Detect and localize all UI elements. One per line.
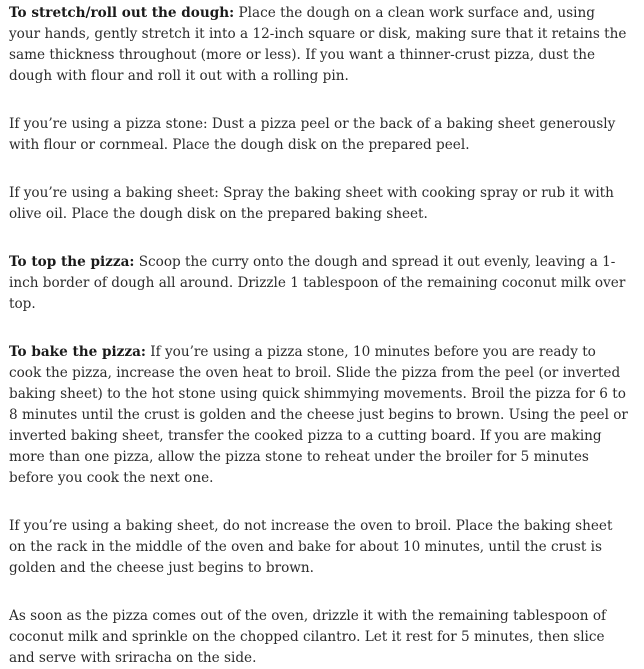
step-text: Place the dough on a clean work surface and, using your hands, gently stretch it into a 12-inch square or disk, making sure that it retains the same thickness throughout (more or less). If you want a thinner-crust pizza, dust the dough with flour and roll it out with a rolling pin. <box>9 5 627 84</box>
step-finish-serve <box>9 606 630 669</box>
step-baking-sheet-prep <box>9 183 630 225</box>
step-text: Scoop the curry onto the dough and spread it out evenly, leaving a 1-inch border of dough all around. Drizzle 1 tablespoon of the remaining coconut milk over top. <box>9 254 626 312</box>
step-top-pizza <box>9 252 630 315</box>
step-text: As soon as the pizza comes out of the oven, drizzle it with the remaining tablespoon of coconut milk and sprinkle on the chopped cilantro. Let it rest for 5 minutes, then slice and serve with sriracha on the side. <box>9 608 607 666</box>
step-text: If you’re using a baking sheet, do not increase the oven to broil. Place the baking sheet on the rack in the middle of the oven and bake for about 10 minutes, until the crust is golden and the cheese just begins to brown. <box>9 518 613 576</box>
step-heading: To bake the pizza: <box>9 344 146 360</box>
step-stretch-dough <box>9 3 630 87</box>
step-baking-sheet-bake <box>9 516 630 579</box>
step-text: If you’re using a baking sheet: Spray the baking sheet with cooking spray or rub it with olive oil. Place the dough disk on the prepared baking sheet. <box>9 185 614 222</box>
step-heading: To top the pizza: <box>9 254 135 270</box>
step-text: If you’re using a pizza stone: Dust a pizza peel or the back of a baking sheet generously with flour or cornmeal. Place the dough disk on the prepared peel. <box>9 116 616 153</box>
step-bake-pizza <box>9 342 630 489</box>
step-pizza-stone-prep <box>9 114 630 156</box>
step-heading: To stretch/roll out the dough: <box>9 5 235 21</box>
step-text: If you’re using a pizza stone, 10 minutes before you are ready to cook the pizza, increase the oven heat to broil. Slide the pizza from the peel (or inverted baking sheet) to the hot stone using quick shimmying movements. Broil the pizza for 6 to 8 minutes until the crust is golden and the cheese just begins to brown. Using the peel or inverted baking sheet, transfer the cooked pizza to a cutting board. If you are making more than one pizza, allow the pizza stone to reheat under the broiler for 5 minutes before you cook the next one. <box>9 344 628 486</box>
